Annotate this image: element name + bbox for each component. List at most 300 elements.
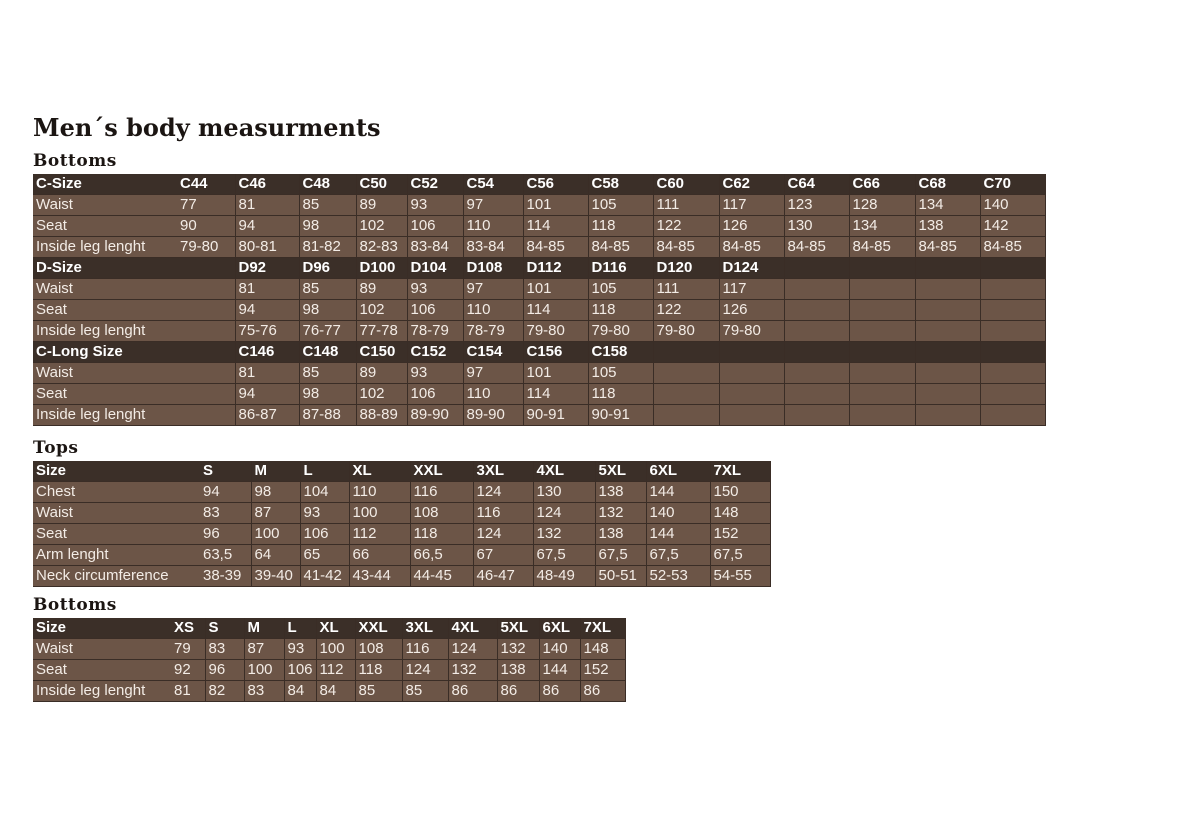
table-row [33, 524, 770, 545]
table-row [33, 503, 770, 524]
measurement-cell: 108 [355, 639, 402, 660]
measurement-cell: 148 [710, 503, 770, 524]
measurement-cell: 50-51 [595, 566, 646, 587]
measurement-cell: 86 [580, 681, 625, 702]
size-header-cell: XXL [355, 618, 402, 639]
measurement-label: Inside leg lenght [33, 405, 177, 426]
size-header-cell: M [251, 461, 300, 482]
section-title-bottoms-c-sizes: Bottoms [33, 151, 117, 171]
measurement-cell: 79-80 [177, 237, 235, 258]
measurement-label: Seat [33, 216, 177, 237]
size-header-cell [177, 258, 235, 279]
measurement-cell: 96 [205, 660, 244, 681]
measurement-cell [719, 363, 784, 384]
measurement-cell: 46-47 [473, 566, 533, 587]
measurement-cell: 93 [407, 195, 463, 216]
size-header-cell: 5XL [595, 461, 646, 482]
measurement-cell: 83 [244, 681, 284, 702]
size-header-cell: D120 [653, 258, 719, 279]
measurement-cell: 94 [235, 300, 299, 321]
measurement-cell: 89 [356, 195, 407, 216]
measurement-label: Inside leg lenght [33, 237, 177, 258]
measurement-cell: 88-89 [356, 405, 407, 426]
measurement-cell: 85 [299, 195, 356, 216]
measurement-cell: 77 [177, 195, 235, 216]
measurement-cell: 132 [448, 660, 497, 681]
measurement-cell [784, 384, 849, 405]
measurement-cell: 89-90 [407, 405, 463, 426]
measurement-cell: 92 [171, 660, 205, 681]
size-header-cell: XL [349, 461, 410, 482]
measurement-cell: 84-85 [719, 237, 784, 258]
measurement-label: Waist [33, 195, 177, 216]
measurement-cell: 110 [463, 216, 523, 237]
size-header-cell: S [200, 461, 251, 482]
measurement-cell: 67,5 [533, 545, 595, 566]
measurement-cell: 138 [595, 524, 646, 545]
measurement-cell [915, 363, 980, 384]
size-header-cell: C58 [588, 174, 653, 195]
measurement-cell: 63,5 [200, 545, 251, 566]
measurement-cell: 38-39 [200, 566, 251, 587]
measurement-cell [915, 300, 980, 321]
measurement-cell: 90-91 [588, 405, 653, 426]
measurement-cell: 83-84 [463, 237, 523, 258]
measurement-cell: 93 [300, 503, 349, 524]
size-header-cell: C48 [299, 174, 356, 195]
size-header-cell: D100 [356, 258, 407, 279]
measurement-cell: 140 [646, 503, 710, 524]
measurement-cell: 148 [580, 639, 625, 660]
measurement-cell: 105 [588, 279, 653, 300]
size-header-cell: M [244, 618, 284, 639]
measurement-cell: 118 [588, 216, 653, 237]
measurement-cell: 86 [539, 681, 580, 702]
measurement-cell: 114 [523, 216, 588, 237]
measurement-cell: 84-85 [523, 237, 588, 258]
size-header-cell: C44 [177, 174, 235, 195]
measurement-cell: 81 [235, 279, 299, 300]
measurement-cell: 84-85 [588, 237, 653, 258]
size-header-cell [849, 258, 915, 279]
size-header-cell [915, 342, 980, 363]
header-row [33, 174, 1045, 195]
table-row [33, 321, 1045, 342]
size-header-cell: D104 [407, 258, 463, 279]
measurement-cell: 39-40 [251, 566, 300, 587]
measurement-cell: 44-45 [410, 566, 473, 587]
size-system-label: D-Size [33, 258, 177, 279]
measurement-cell: 94 [200, 482, 251, 503]
size-header-cell: C70 [980, 174, 1045, 195]
measurement-cell: 65 [300, 545, 349, 566]
measurement-cell: 100 [316, 639, 355, 660]
measurement-cell: 118 [588, 300, 653, 321]
table-row [33, 681, 625, 702]
size-header-cell: D96 [299, 258, 356, 279]
measurement-cell: 102 [356, 300, 407, 321]
size-header-cell: C156 [523, 342, 588, 363]
measurement-cell: 90-91 [523, 405, 588, 426]
table-row [33, 566, 770, 587]
measurement-cell: 105 [588, 195, 653, 216]
size-header-cell: 4XL [448, 618, 497, 639]
measurement-cell: 132 [533, 524, 595, 545]
measurement-label: Seat [33, 660, 171, 681]
size-header-cell: D124 [719, 258, 784, 279]
measurement-cell: 83-84 [407, 237, 463, 258]
measurement-cell: 140 [539, 639, 580, 660]
measurement-cell: 84-85 [915, 237, 980, 258]
measurement-cell: 110 [349, 482, 410, 503]
measurement-cell: 84 [316, 681, 355, 702]
measurement-cell: 84 [284, 681, 316, 702]
table-row [33, 545, 770, 566]
measurement-cell: 84-85 [784, 237, 849, 258]
measurement-cell: 89 [356, 279, 407, 300]
size-header-cell: C46 [235, 174, 299, 195]
measurement-cell: 118 [355, 660, 402, 681]
measurement-cell: 111 [653, 279, 719, 300]
header-row [33, 342, 1045, 363]
table-row [33, 279, 1045, 300]
section-title-tops: Tops [33, 438, 79, 458]
measurement-cell: 86 [497, 681, 539, 702]
measurement-cell: 144 [646, 482, 710, 503]
table-row [33, 405, 1045, 426]
measurement-cell: 86-87 [235, 405, 299, 426]
size-header-cell: C152 [407, 342, 463, 363]
measurement-cell: 93 [284, 639, 316, 660]
size-header-cell: C158 [588, 342, 653, 363]
measurement-cell: 112 [316, 660, 355, 681]
measurement-label: Neck circumference [33, 566, 200, 587]
measurement-label: Arm lenght [33, 545, 200, 566]
size-header-cell [177, 342, 235, 363]
measurement-cell: 104 [300, 482, 349, 503]
measurement-cell [849, 300, 915, 321]
size-header-cell: C150 [356, 342, 407, 363]
measurement-cell: 77-78 [356, 321, 407, 342]
measurement-cell [177, 384, 235, 405]
measurement-cell: 105 [588, 363, 653, 384]
measurement-cell: 98 [299, 300, 356, 321]
measurement-cell: 81 [235, 195, 299, 216]
measurement-cell [980, 279, 1045, 300]
measurement-cell [849, 363, 915, 384]
size-header-cell: C62 [719, 174, 784, 195]
measurement-cell: 67 [473, 545, 533, 566]
measurement-cell: 138 [497, 660, 539, 681]
measurement-cell: 134 [849, 216, 915, 237]
measurement-cell: 152 [580, 660, 625, 681]
measurement-cell: 116 [402, 639, 448, 660]
measurement-label: Seat [33, 524, 200, 545]
measurement-cell: 101 [523, 195, 588, 216]
measurement-cell: 96 [200, 524, 251, 545]
measurement-cell: 80-81 [235, 237, 299, 258]
measurement-cell: 118 [588, 384, 653, 405]
measurement-cell [653, 405, 719, 426]
measurement-cell: 100 [349, 503, 410, 524]
measurement-cell: 83 [200, 503, 251, 524]
size-header-cell: 5XL [497, 618, 539, 639]
measurement-label: Seat [33, 384, 177, 405]
measurement-cell [784, 405, 849, 426]
size-header-cell: C64 [784, 174, 849, 195]
table-row [33, 300, 1045, 321]
measurement-cell: 112 [349, 524, 410, 545]
measurement-cell: 83 [205, 639, 244, 660]
table-row [33, 237, 1045, 258]
measurement-cell: 132 [595, 503, 646, 524]
measurement-cell: 76-77 [299, 321, 356, 342]
measurement-cell [177, 300, 235, 321]
measurement-cell [784, 279, 849, 300]
measurement-label: Waist [33, 639, 171, 660]
size-header-cell: C52 [407, 174, 463, 195]
measurement-cell: 84-85 [653, 237, 719, 258]
table-row [33, 363, 1045, 384]
measurement-cell: 110 [463, 384, 523, 405]
measurement-label: Seat [33, 300, 177, 321]
header-row [33, 258, 1045, 279]
size-header-cell: D112 [523, 258, 588, 279]
measurement-cell: 97 [463, 279, 523, 300]
measurement-cell: 67,5 [646, 545, 710, 566]
measurement-cell: 116 [473, 503, 533, 524]
size-header-cell [915, 258, 980, 279]
measurement-cell: 124 [473, 524, 533, 545]
measurement-cell: 106 [407, 216, 463, 237]
measurement-cell: 140 [980, 195, 1045, 216]
measurement-cell: 123 [784, 195, 849, 216]
measurement-cell: 150 [710, 482, 770, 503]
measurement-cell: 84-85 [849, 237, 915, 258]
measurement-cell: 144 [646, 524, 710, 545]
measurement-cell [915, 279, 980, 300]
measurement-cell: 85 [402, 681, 448, 702]
measurement-cell: 124 [533, 503, 595, 524]
measurement-cell: 66,5 [410, 545, 473, 566]
measurement-cell [653, 363, 719, 384]
measurement-cell: 117 [719, 279, 784, 300]
table-row [33, 639, 625, 660]
measurement-cell [177, 279, 235, 300]
measurement-cell: 130 [784, 216, 849, 237]
size-header-cell: C56 [523, 174, 588, 195]
measurement-cell [653, 384, 719, 405]
size-header-cell [784, 342, 849, 363]
table-row [33, 216, 1045, 237]
measurement-cell: 43-44 [349, 566, 410, 587]
measurement-cell [915, 405, 980, 426]
size-header-cell [784, 258, 849, 279]
bottoms-c-size-table [33, 174, 1046, 426]
size-system-label: Size [33, 618, 171, 639]
measurement-cell: 98 [251, 482, 300, 503]
measurement-label: Inside leg lenght [33, 321, 177, 342]
measurement-cell [784, 321, 849, 342]
measurement-cell [849, 279, 915, 300]
size-header-cell: 7XL [580, 618, 625, 639]
measurement-cell: 79-80 [588, 321, 653, 342]
measurement-cell: 85 [355, 681, 402, 702]
measurement-label: Waist [33, 279, 177, 300]
measurement-cell: 124 [402, 660, 448, 681]
measurement-cell: 79-80 [719, 321, 784, 342]
measurement-cell: 118 [410, 524, 473, 545]
measurement-cell: 79-80 [523, 321, 588, 342]
measurement-cell: 84-85 [980, 237, 1045, 258]
measurement-cell: 89-90 [463, 405, 523, 426]
measurement-cell: 106 [407, 300, 463, 321]
size-header-cell: XXL [410, 461, 473, 482]
measurement-cell: 67,5 [595, 545, 646, 566]
measurement-cell: 94 [235, 216, 299, 237]
measurement-cell: 122 [653, 216, 719, 237]
size-header-cell: C50 [356, 174, 407, 195]
measurement-label: Waist [33, 503, 200, 524]
measurement-cell: 78-79 [463, 321, 523, 342]
measurement-cell: 89 [356, 363, 407, 384]
measurement-cell: 114 [523, 300, 588, 321]
measurement-cell: 52-53 [646, 566, 710, 587]
table-row [33, 482, 770, 503]
size-header-cell: XS [171, 618, 205, 639]
measurement-cell [980, 363, 1045, 384]
measurement-cell [177, 363, 235, 384]
measurement-cell: 100 [251, 524, 300, 545]
size-header-cell: D92 [235, 258, 299, 279]
measurement-cell: 97 [463, 363, 523, 384]
measurement-cell: 93 [407, 363, 463, 384]
measurement-cell: 98 [299, 384, 356, 405]
measurement-cell: 94 [235, 384, 299, 405]
size-header-cell [849, 342, 915, 363]
measurement-cell [784, 363, 849, 384]
measurement-cell: 86 [448, 681, 497, 702]
measurement-cell [719, 384, 784, 405]
size-header-cell: 3XL [402, 618, 448, 639]
measurement-cell: 85 [299, 363, 356, 384]
measurement-cell: 110 [463, 300, 523, 321]
measurement-cell: 124 [448, 639, 497, 660]
tops-size-table [33, 461, 771, 587]
measurement-cell [915, 384, 980, 405]
size-header-cell: 6XL [646, 461, 710, 482]
size-header-cell: C60 [653, 174, 719, 195]
measurement-label: Inside leg lenght [33, 681, 171, 702]
measurement-cell: 102 [356, 216, 407, 237]
size-header-cell: XL [316, 618, 355, 639]
measurement-cell: 87 [244, 639, 284, 660]
measurement-cell: 134 [915, 195, 980, 216]
size-header-cell: L [300, 461, 349, 482]
size-header-cell [719, 342, 784, 363]
measurement-cell [849, 405, 915, 426]
measurement-cell: 108 [410, 503, 473, 524]
measurement-cell: 106 [407, 384, 463, 405]
measurement-cell: 82-83 [356, 237, 407, 258]
size-header-cell: C148 [299, 342, 356, 363]
size-header-cell: 4XL [533, 461, 595, 482]
measurement-cell: 117 [719, 195, 784, 216]
measurement-cell: 128 [849, 195, 915, 216]
measurement-cell: 100 [244, 660, 284, 681]
measurement-cell [980, 300, 1045, 321]
measurement-cell: 87-88 [299, 405, 356, 426]
measurement-cell: 152 [710, 524, 770, 545]
measurement-label: Waist [33, 363, 177, 384]
measurement-cell: 138 [915, 216, 980, 237]
table-row [33, 384, 1045, 405]
measurement-cell: 124 [473, 482, 533, 503]
measurement-cell [849, 384, 915, 405]
measurement-cell: 67,5 [710, 545, 770, 566]
measurement-cell: 130 [533, 482, 595, 503]
measurement-cell: 54-55 [710, 566, 770, 587]
size-header-cell [653, 342, 719, 363]
measurement-cell: 81-82 [299, 237, 356, 258]
measurement-cell: 101 [523, 363, 588, 384]
size-header-cell: 3XL [473, 461, 533, 482]
measurement-cell: 85 [299, 279, 356, 300]
measurement-cell: 138 [595, 482, 646, 503]
measurement-cell: 79 [171, 639, 205, 660]
measurement-cell: 114 [523, 384, 588, 405]
size-system-label: C-Size [33, 174, 177, 195]
measurement-cell: 64 [251, 545, 300, 566]
measurement-cell: 144 [539, 660, 580, 681]
measurement-cell: 142 [980, 216, 1045, 237]
size-header-cell: C146 [235, 342, 299, 363]
measurement-cell: 90 [177, 216, 235, 237]
measurement-cell [784, 300, 849, 321]
size-header-cell: C68 [915, 174, 980, 195]
measurement-cell: 122 [653, 300, 719, 321]
page-title: Men´s body measurments [33, 113, 381, 142]
size-system-label: Size [33, 461, 200, 482]
measurement-cell: 41-42 [300, 566, 349, 587]
measurement-cell: 97 [463, 195, 523, 216]
measurement-cell: 102 [356, 384, 407, 405]
measurement-cell: 126 [719, 216, 784, 237]
section-title-bottoms-letter-sizes: Bottoms [33, 595, 117, 615]
size-header-cell: S [205, 618, 244, 639]
measurement-cell: 106 [300, 524, 349, 545]
measurement-cell: 116 [410, 482, 473, 503]
measurement-cell: 111 [653, 195, 719, 216]
size-header-cell [980, 342, 1045, 363]
size-header-cell: C66 [849, 174, 915, 195]
measurement-cell [177, 405, 235, 426]
measurement-cell: 126 [719, 300, 784, 321]
measurement-cell: 87 [251, 503, 300, 524]
measurement-cell [980, 384, 1045, 405]
measurement-cell: 66 [349, 545, 410, 566]
bottoms-letter-size-table [33, 618, 626, 702]
measurement-cell: 78-79 [407, 321, 463, 342]
size-header-cell: 6XL [539, 618, 580, 639]
measurement-cell [980, 321, 1045, 342]
header-row [33, 618, 625, 639]
size-header-cell [980, 258, 1045, 279]
size-header-cell: D116 [588, 258, 653, 279]
measurement-cell: 81 [235, 363, 299, 384]
measurement-cell: 79-80 [653, 321, 719, 342]
measurement-cell: 82 [205, 681, 244, 702]
